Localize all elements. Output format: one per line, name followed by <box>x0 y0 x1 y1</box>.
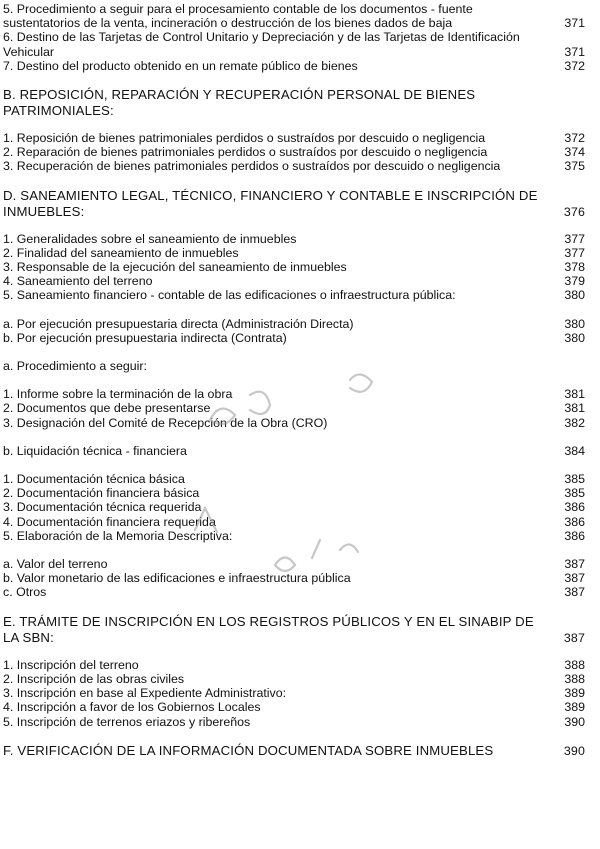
toc-entry <box>3 59 585 73</box>
toc-entry-text: 1. Reposición de bienes patrimoniales perdidos o sustraídos por descuido o negligencia <box>3 131 486 146</box>
toc-entry-page: 389 <box>564 700 585 715</box>
toc-entry <box>3 30 585 58</box>
section-b-title: B. REPOSICIÓN, REPARACIÓN Y RECUPERACIÓN PERSONAL DE BIENES PATRIMONIALES: <box>3 87 476 119</box>
toc-entry-page: 377 <box>564 245 585 260</box>
toc-entry-page: 380 <box>564 330 585 345</box>
toc-entry-text: 2. Inscripción de las obras civiles <box>3 671 185 686</box>
toc-entry <box>3 274 585 288</box>
section-f-title: F. VERIFICACIÓN DE LA INFORMACIÓN DOCUMENTADA SOBRE INMUEBLES <box>3 742 494 758</box>
section-e-page: 387 <box>563 630 585 645</box>
faded-stamp-marks <box>180 300 400 590</box>
toc-entry-page: 371 <box>564 16 585 31</box>
section-f-heading <box>3 743 585 759</box>
toc-entry-page: 389 <box>564 686 585 701</box>
toc-entry-page: 386 <box>564 528 585 543</box>
toc-entry-text: a. Valor del terreno <box>3 557 108 572</box>
section-f-page: 390 <box>563 743 585 758</box>
liquidation-title: b. Liquidación técnica - financiera <box>3 443 187 458</box>
toc-entry-page: 375 <box>564 159 585 174</box>
toc-entry-page: 377 <box>564 231 585 246</box>
toc-entry-text: 5. Inscripción de terrenos eriazos y ribereños <box>3 714 251 729</box>
procedure-title: a. Procedimiento a seguir: <box>3 359 147 374</box>
toc-entry <box>3 672 585 686</box>
section-d-title: D. SANEAMIENTO LEGAL, TÉCNICO, FINANCIERO Y CONTABLE E INSCRIPCIÓN DE INMUEBLES: <box>3 187 538 219</box>
section-b-heading <box>3 87 585 119</box>
toc-entry-text: 2. Finalidad del saneamiento de inmuebles <box>3 245 239 260</box>
toc-entry-page: 387 <box>564 557 585 572</box>
section-a-continued <box>3 2 585 73</box>
toc-entry-page: 380 <box>564 316 585 331</box>
toc-entry-text: 5. Procedimiento a seguir para el procesamiento contable de los documentos - fuente sustentatorios de la venta, incineración o destrucción de los bienes dados de baja <box>3 2 473 31</box>
toc-entry-page: 372 <box>564 58 585 73</box>
section-d-page: 376 <box>563 204 585 219</box>
toc-entry-text: 3. Responsable de la ejecución del saneamiento de inmuebles <box>3 260 347 275</box>
toc-entry-text: 2. Documentos que debe presentarse <box>3 401 211 416</box>
toc-entry-text: b. Por ejecución presupuestaria indirecta (Contrata) <box>3 330 287 345</box>
toc-entry-page: 372 <box>564 131 585 146</box>
toc-entry-text: 5. Saneamiento financiero - contable de las edificaciones o infraestructura pública: <box>3 288 456 303</box>
toc-entry <box>3 260 585 274</box>
toc-entry-page: 371 <box>564 44 585 59</box>
toc-entry-page: 381 <box>564 387 585 402</box>
toc-entry-text: 6. Destino de las Tarjetas de Control Unitario y Depreciación y de las Tarjetas de Identificación Vehicular <box>3 30 520 59</box>
toc-entry-text: 3. Inscripción en base al Expediente Administrativo: <box>3 686 287 701</box>
toc-entry-page: 379 <box>564 274 585 289</box>
toc-entry-text: c. Otros <box>3 585 47 600</box>
toc-entry-page: 382 <box>564 415 585 430</box>
section-e-title: E. TRÁMITE DE INSCRIPCIÓN EN LOS REGISTROS PÚBLICOS Y EN EL SINABIP DE LA SBN: <box>3 613 534 645</box>
toc-entry-text: 7. Destino del producto obtenido en un remate público de bienes <box>3 58 358 73</box>
toc-entry-page: 386 <box>564 514 585 529</box>
toc-entry-page: 385 <box>564 486 585 501</box>
toc-entry <box>3 159 585 173</box>
toc-entry <box>3 145 585 159</box>
toc-entry-page: 381 <box>564 401 585 416</box>
toc-entry-text: 1. Inscripción del terreno <box>3 657 139 672</box>
toc-entry <box>3 2 585 30</box>
toc-entry-text: 3. Designación del Comité de Recepción de la Obra (CRO) <box>3 415 328 430</box>
section-d-heading <box>3 188 585 220</box>
toc-entry <box>3 700 585 714</box>
toc-entry-page: 388 <box>564 671 585 686</box>
toc-entry-page: 387 <box>564 585 585 600</box>
toc-entry-text: 3. Recuperación de bienes patrimoniales perdidos o sustraídos por descuido o negligencia <box>3 159 501 174</box>
toc-entry-text: 2. Reparación de bienes patrimoniales perdidos o sustraídos por descuido o negligencia <box>3 145 488 160</box>
section-e-heading <box>3 614 585 646</box>
toc-entry <box>3 686 585 700</box>
toc-entry-text: 4. Inscripción a favor de los Gobiernos Locales <box>3 700 261 715</box>
toc-entry-text: 4. Saneamiento del terreno <box>3 274 153 289</box>
toc-entry-page: 387 <box>564 571 585 586</box>
toc-entry-page: 385 <box>564 472 585 487</box>
toc-entry-text: 5. Elaboración de la Memoria Descriptiva: <box>3 528 233 543</box>
toc-entry-text: 4. Documentación financiera requerida <box>3 514 216 529</box>
toc-entry-text: 2. Documentación financiera básica <box>3 486 200 501</box>
toc-entry-page: 386 <box>564 500 585 515</box>
toc-entry <box>3 131 585 145</box>
toc-entry-page: 374 <box>564 145 585 160</box>
toc-entry-page: 388 <box>564 657 585 672</box>
liquidation-page: 384 <box>564 443 585 458</box>
toc-entry-page: 380 <box>564 288 585 303</box>
toc-entry-text: a. Por ejecución presupuestaria directa (Administración Directa) <box>3 316 354 331</box>
toc-entry <box>3 715 585 729</box>
toc-entry <box>3 246 585 260</box>
toc-entry-page: 390 <box>564 714 585 729</box>
toc-entry <box>3 658 585 672</box>
toc-entry-text: 1. Generalidades sobre el saneamiento de inmuebles <box>3 231 297 246</box>
toc-entry-page: 378 <box>564 260 585 275</box>
toc-entry <box>3 232 585 246</box>
toc-entry-text: 1. Informe sobre la terminación de la obra <box>3 387 233 402</box>
toc-entry-text: 3. Documentación técnica requerida <box>3 500 202 515</box>
toc-entry-text: b. Valor monetario de las edificaciones e infraestructura pública <box>3 571 351 586</box>
toc-entry-text: 1. Documentación técnica básica <box>3 472 185 487</box>
